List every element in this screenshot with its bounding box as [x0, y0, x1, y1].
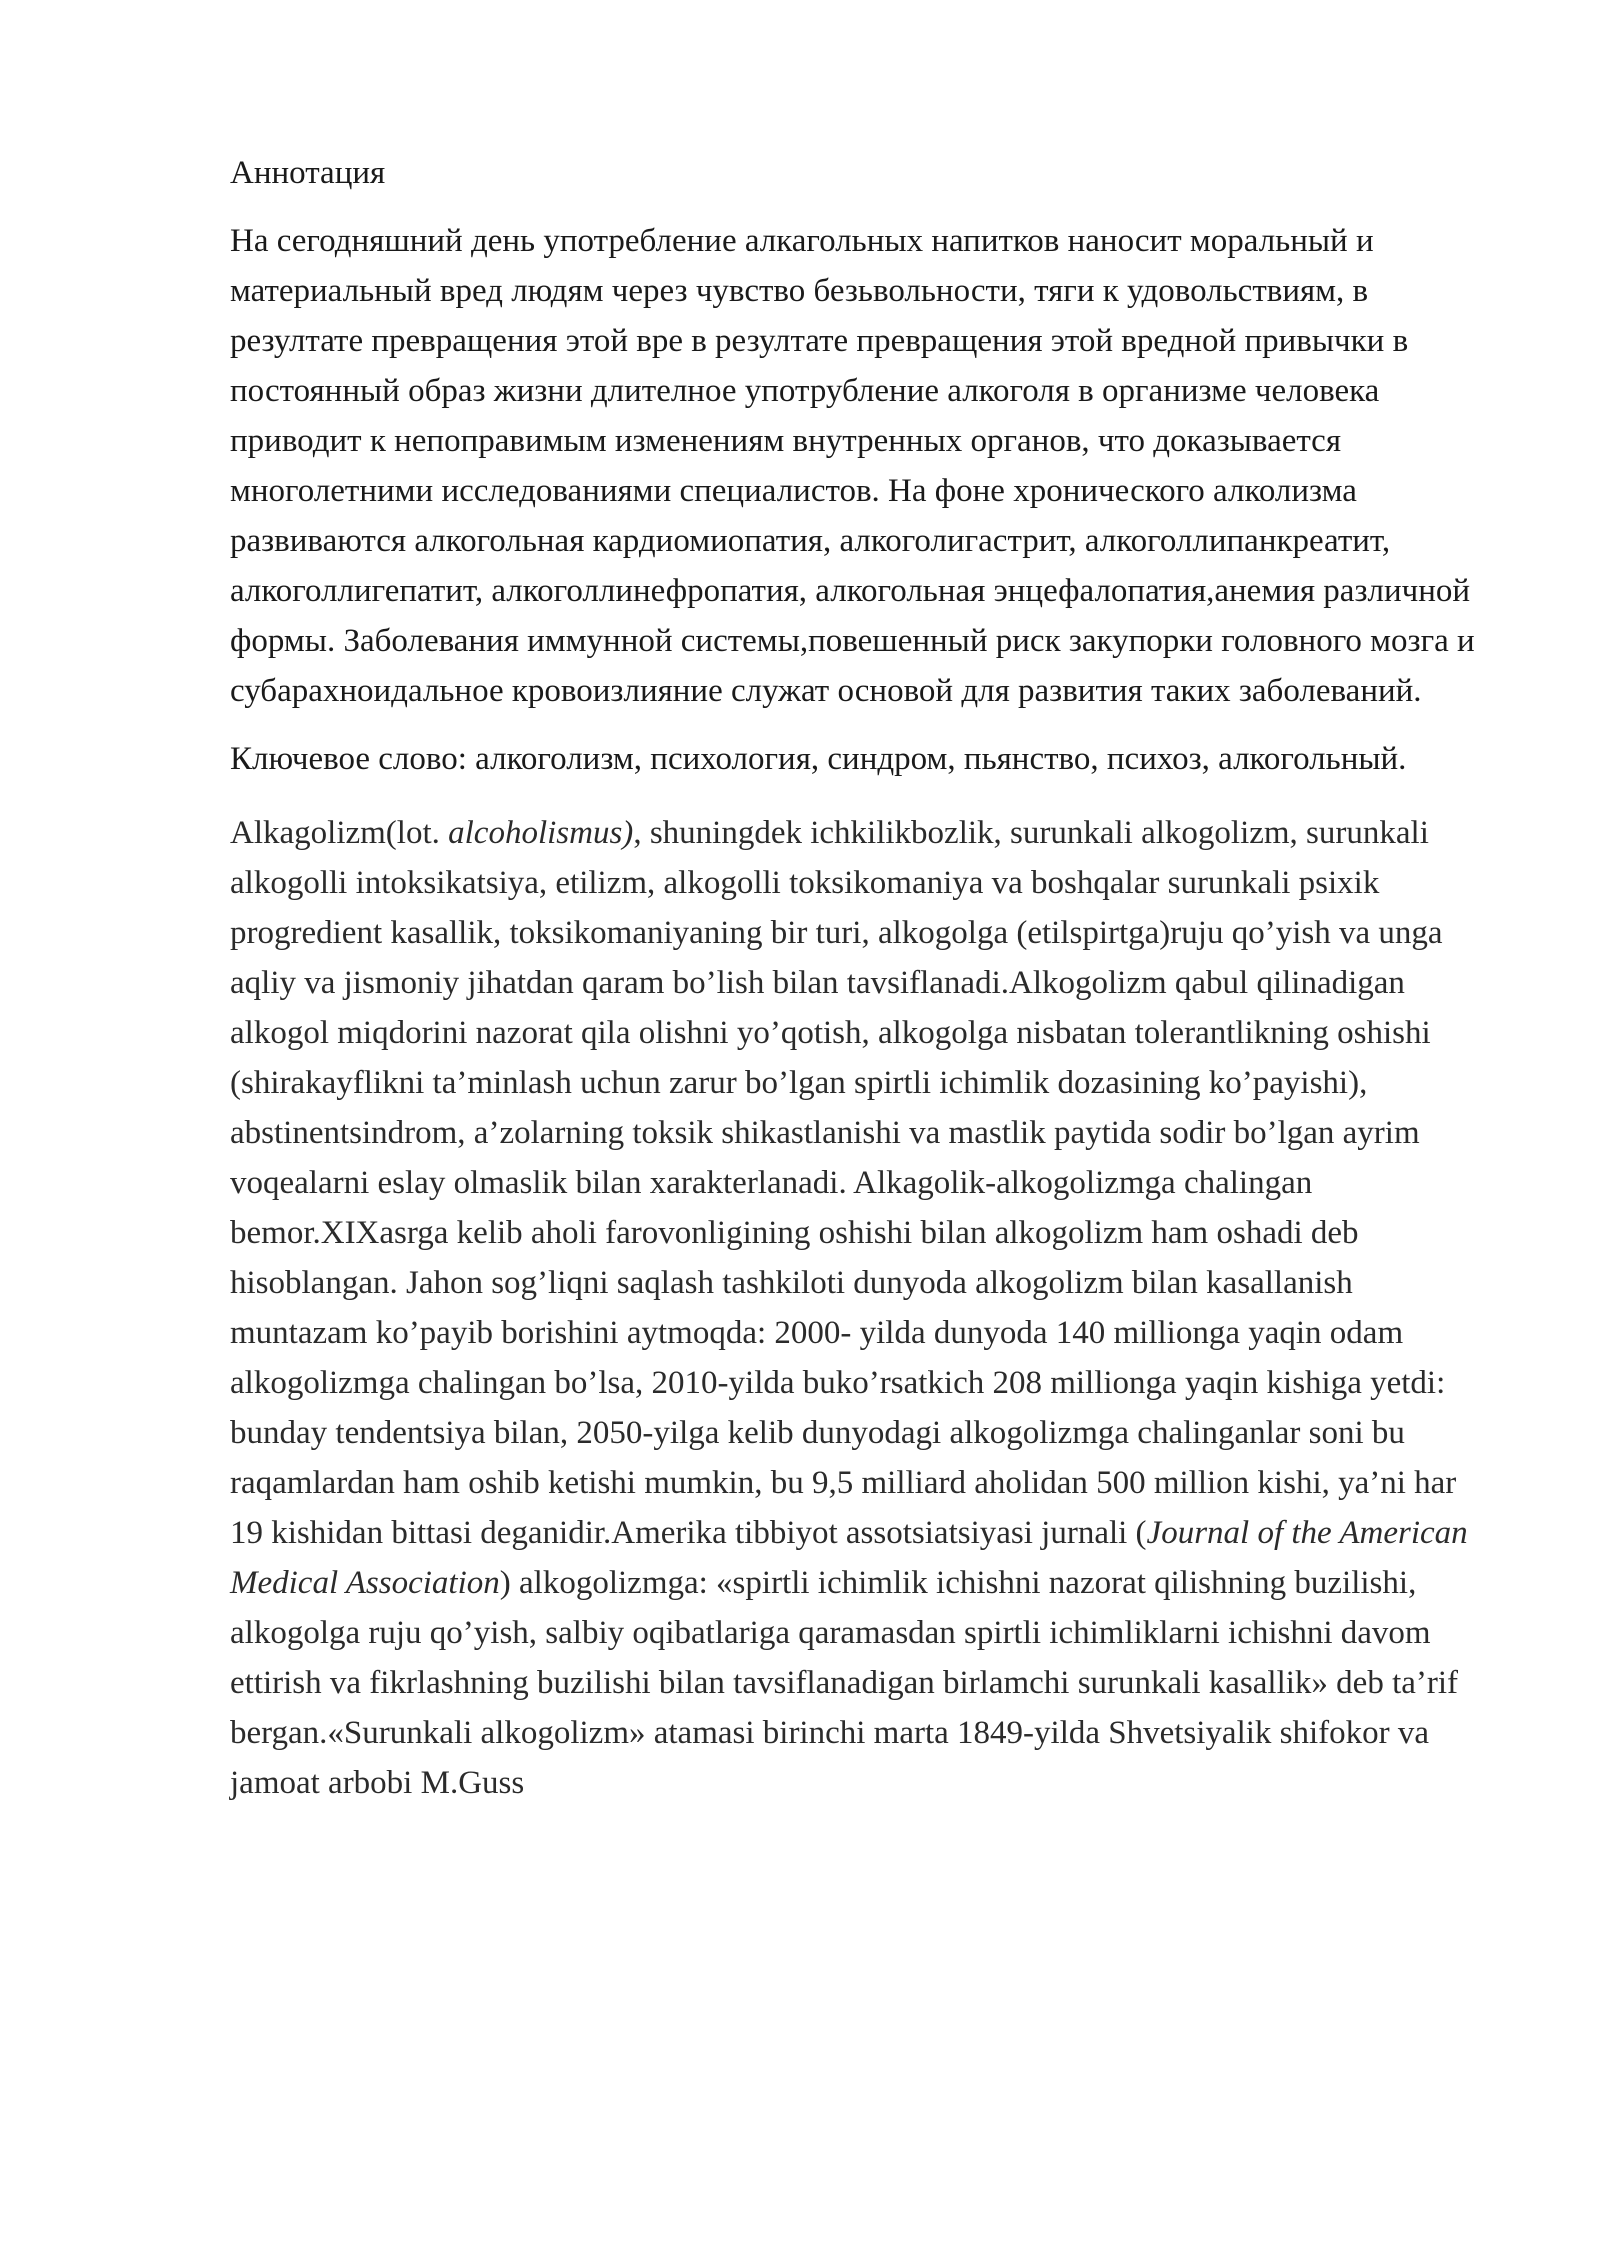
body-text-part-2: , shuningdek ichkilikbozlik, surunkali alkogolizm, surunkali alkogolli intoksikatsiya, etilizm, alkogolli toksikomaniya va boshqalar surunkali psixik progredient kasallik, toksikomaniyaning bir turi, alkogolga (etilspirtga)ruju qo’yish va unga aqliy va jismoniy jihatdan qaram bo’lish bilan tavsiflanadi.Alkogolizm qabul qilinadigan alkogol miqdorini nazorat qila olishni yo’qotish, alkogolga nisbatan tolerantlikning oshishi (shirakayflikni ta’minlash uchun zarur bo’lgan spirtli ichimlik dozasining ko’payishi), abstinentsindrom, a’zolarning toksik shikastlanishi va mastlik paytida sodir bo’lgan ayrim voqealarni eslay olmaslik bilan xarakterlanadi. Alkagolik-alkogolizmga chalingan bemor.XIXasrga kelib aholi farovonligining oshishi bilan alkogolizm ham oshadi deb hisoblangan. Jahon sog’liqni saqlash tashkiloti dunyoda alkogolizm bilan kasallanish muntazam ko’payib borishini aytmoqda: 2000- yilda dunyoda 140 millionga yaqin odam alkogolizmga chalingan bo’lsa, 2010-yilda buko’rsatkich 208 millionga yaqin kishiga yetdi: bunday tendentsiya bilan, 2050-yilga kelib dunyodagi alkogolizmga chalinganlar soni bu raqamlardan ham oshib ketishi mumkin, bu 9,5 milliard aholidan 500 million kishi, ya’ni har 19 kishidan bittasi deganidir.Amerika tibbiyot assotsiatsiyasi jurnali (: [230, 815, 1457, 1551]
annotation-heading: Аннотация: [230, 155, 386, 191]
body-paragraph: [230, 808, 1490, 1808]
body-italic-journal-title: Journal of the American Medical Association: [230, 1515, 1468, 1601]
abstract-paragraph: На сегодняшний день употребление алкагольных напитков наносит моральный и материальный вред людям через чувство безьвольности, тяги к удовольствиям, в резултате превращения этой вре в резултате превращения этой вредной привычки в постоянный образ жизни длителное употрубление алкоголя в организме человека приводит к непоправимым изменениям внутренных органов, что доказывается многолетними исследованиями специалистов. На фоне хронического алколизма развиваются алкогольная кардиомиопатия, алкоголигастрит, алкоголлипанкреатит, алкоголлигепатит, алкоголлинефропатия, алкогольная энцефалопатия,анемия различной формы. Заболевания иммунной системы,повешенный риск закупорки головного мозга и субарахноидальное кровоизлияние служат основой для развития таких заболеваний.: [230, 223, 1475, 709]
document-page: [230, 148, 1490, 1808]
body-text-part-3: ) alkogolizmga: «spirtli ichimlik ichishni nazorat qilishning buzilishi, alkogolga ruju qo’yish, salbiy oqibatlariga qaramasdan spirtli ichimliklarni ichishni davom ettirish va fikrlashning buzilishi bilan tavsiflanadigan birlamchi surunkali kasallik» deb ta’rif bergan.«Surunkali alkogolizm» atamasi birinchi marta 1849-yilda Shvetsiyalik shifokor va jamoat arbobi M.Guss: [230, 1565, 1459, 1801]
body-text-part-1: Alkagolizm(lot.: [230, 815, 449, 851]
keywords-paragraph: Ключевое слово: алкоголизм, психология, синдром, пьянство, психоз, алкогольный.: [230, 741, 1407, 777]
body-italic-latin-term: alcoholismus): [448, 815, 634, 851]
